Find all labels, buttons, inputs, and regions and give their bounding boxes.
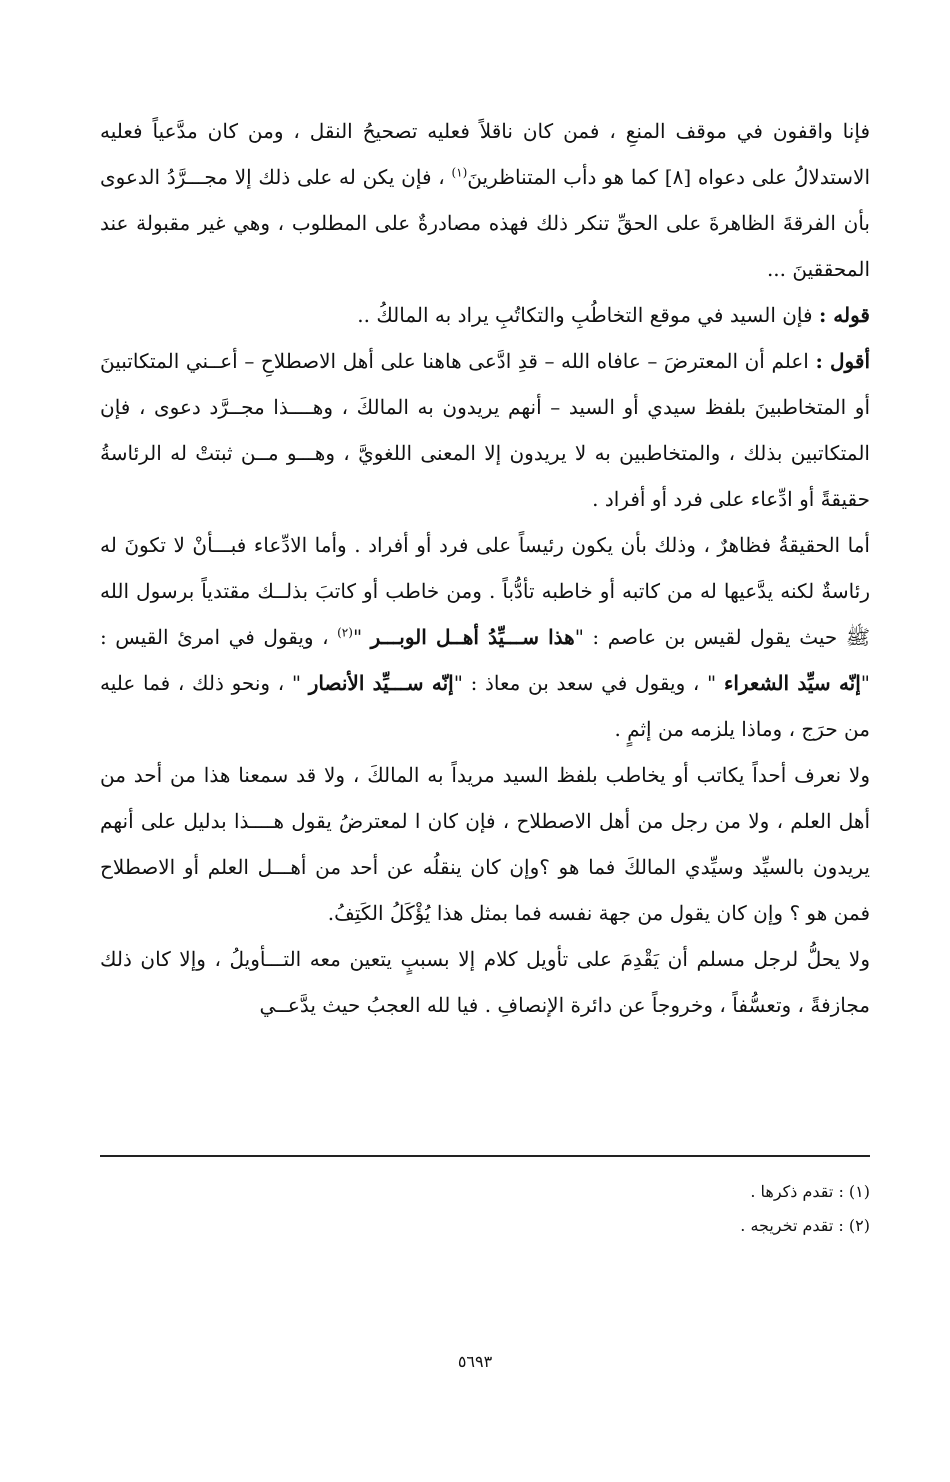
page-number: ٥٦٩٣ — [457, 1352, 493, 1371]
paragraph-4-text-b: " — [352, 625, 371, 649]
paragraph-6 — [100, 936, 870, 1028]
paragraph-1-text-end: ، فإن يكن له على ذلك إلا مجـــرَّدُ الدعوى بأن الفرقةَ الظاهرةَ على الحقِّ تنكر ذلك فهذه مصادرةٌ على المطلوب ، وهي غير مقبولة عند المحققينَ ... — [100, 165, 870, 281]
paragraph-5-text: ولا نعرف أحداً يكاتب أو يخاطب بلفظ السيد مريداً به المالكَ ، ولا قد سمعنا هذا من أحد من أهل العلم ، ولا من رجل من أهل الاصطلاح ، فإن كان ا لمعترضُ يقول هــــذا بدليل على أنهم يريدون بالسيِّد وسيِّدي المالكَ فما هو ؟وإن كان ينقلُه عن أحد من أهـــل العلم أو الاصطلاح فمن هو ؟ وإن كان يقول من جهة نفسه فما بمثل هذا يُؤْكَلُ الكَتِفُ. — [100, 763, 870, 925]
hadith-quote-1: هذا ســـيِّدُ أهــل الوبـــر — [370, 625, 575, 649]
paragraph-3 — [100, 338, 870, 522]
paragraph-4 — [100, 522, 870, 752]
paragraph-4-text-c: ، ويقول في امرئ القيس : " — [100, 625, 870, 695]
paragraph-5 — [100, 752, 870, 936]
paragraph-4-text-e: " ، ونحو ذلك ، فما عليه من حرَج ، وماذا يلزمه من إثمٍ . — [100, 671, 870, 741]
footnote-ref-2: (٢) — [337, 625, 353, 640]
footnotes — [100, 1175, 870, 1243]
paragraph-2 — [100, 292, 870, 338]
paragraph-2-text: فإن السيد في موقع التخاطُبِ والتكاتُبِ يراد به المالكُ .. — [357, 303, 819, 327]
paragraph-3-text: اعلم أن المعترضَ – عافاه الله – قدِ ادَّعى هاهنا على أهل الاصطلاحِ – أعــني المتكاتبينَ أو المتخاطبينَ بلفظ سيدي أو السيد – أنهم يريدون به المالكَ ، وهــــذا مجــرَّد دعوى ، فإن المتكاتبين بذلك ، والمتخاطبين به لا يريدون إلا المعنى اللغويَّ ، وهـــو مــن ثبتتْ له الرئاسةُ حقيقةً أو ادِّعاء على فرد أو أفراد . — [100, 349, 870, 511]
qawluh-label: قوله : — [818, 303, 870, 327]
paragraph-1-text: فإنا واقفون في موقف المنعِ ، فمن كان ناقلاً فعليه تصحيحُ النقل ، ومن كان مدَّعياً فعليه الاستدلالُ على دعواه [٨] كما هو دأب المتناظرينَ — [100, 119, 871, 189]
paragraph-6-text: ولا يحلُّ لرجل مسلم أن يَقْدِمَ على تأويل كلام إلا بسببٍ يتعين معه التـــأويلُ ، وإلا كان ذلك مجازفةً ، وتعسُّفاً ، وخروجاً عن دائرة الإنصافِ . فيا لله العجبُ حيث يدَّعــي — [100, 947, 870, 1017]
paragraph-4-text-d: " ، ويقول في سعد بن معاذ : " — [453, 671, 724, 695]
aqool-label: أقول : — [815, 349, 870, 373]
footnote-1: (١) : تقدم ذكرها . — [750, 1182, 870, 1201]
paragraph-4-text-a: أما الحقيقةُ فظاهرٌ ، وذلك بأن يكون رئيساً على فرد أو أفراد . وأما الادِّعاء فبـــأنْ لا تكونَ له رئاسةٌ لكنه يدَّعيها له من كاتبه أو خاطبه تأدُّباً . ومن خاطب أو كاتبَ بذلــك مقتدياً برسول الله ﷺ حيث يقول لقيس بن عاصم : " — [100, 533, 871, 649]
main-text — [100, 108, 870, 1028]
hadith-quote-2: إنّه سيِّد الشعراء — [723, 671, 861, 695]
footnote-ref-1: (١) — [451, 165, 468, 180]
hadith-quote-3: إنّه ســـيِّد الأنصار — [308, 671, 454, 695]
paragraph-1 — [100, 108, 870, 292]
footnote-2: (٢) : تقدم تخريجه . — [740, 1216, 870, 1235]
footnote-divider — [100, 1155, 870, 1157]
